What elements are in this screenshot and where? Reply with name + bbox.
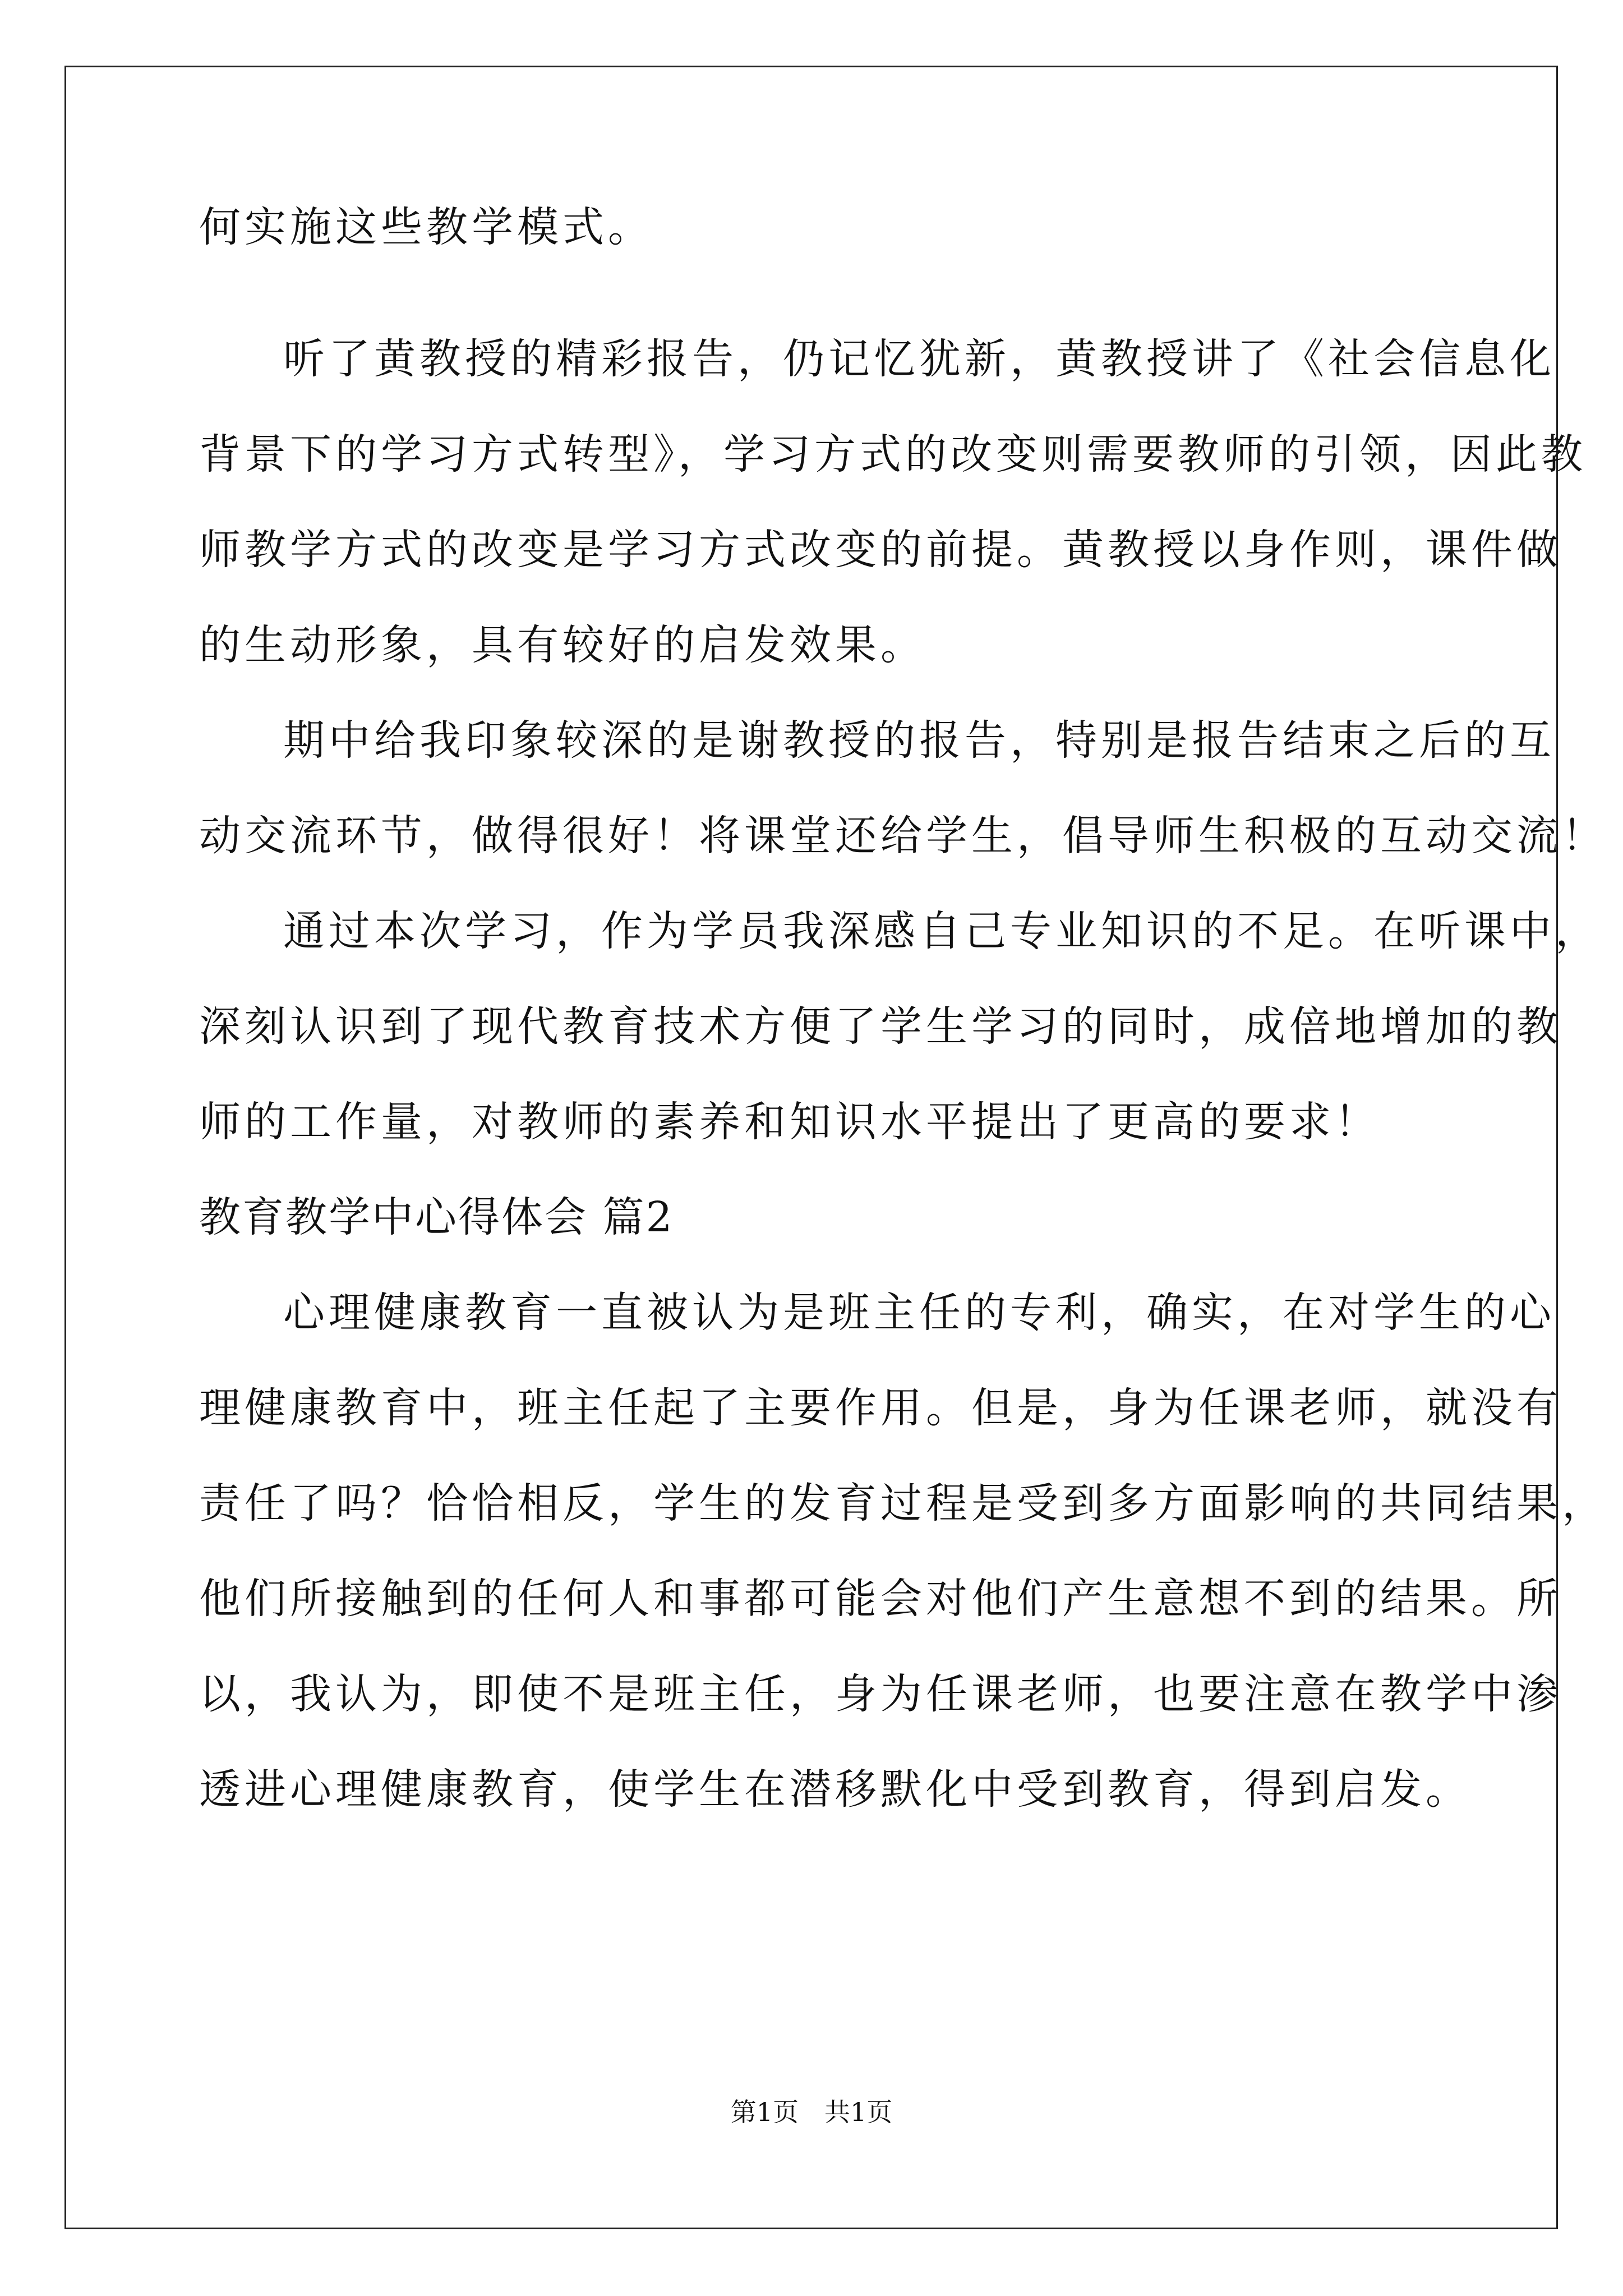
paragraph-line: 深刻认识到了现代教育技术方便了学生学习的同时，成倍地增加的教	[199, 1002, 1562, 1051]
paragraph-line: 责任了吗？恰恰相反，学生的发育过程是受到多方面影响的共同结果，	[199, 1479, 1607, 1527]
section-heading: 教育教学中心得体会 篇2	[199, 1193, 674, 1241]
paragraph-line: 师教学方式的改变是学习方式改变的前提。黄教授以身作则，课件做	[199, 526, 1562, 574]
page-number: 第1页 共1页	[730, 2097, 893, 2127]
paragraph-line: 期中给我印象较深的是谢教授的报告，特别是报告结束之后的互	[283, 716, 1555, 765]
paragraph-line: 动交流环节，做得很好！将课堂还给学生，倡导师生积极的互动交流！	[199, 812, 1607, 860]
paragraph-line: 听了黄教授的精彩报告，仍记忆犹新，黄教授讲了《社会信息化	[283, 335, 1555, 383]
paragraph-line: 心理健康教育一直被认为是班主任的专利，确实，在对学生的心	[283, 1289, 1555, 1337]
paragraph-line: 的生动形象，具有较好的启发效果。	[199, 621, 926, 669]
paragraph-line: 以，我认为，即使不是班主任，身为任课老师，也要注意在教学中渗	[199, 1670, 1562, 1718]
paragraph-line: 他们所接触到的任何人和事都可能会对他们产生意想不到的结果。所	[199, 1575, 1562, 1623]
paragraph-line: 通过本次学习，作为学员我深感自己专业知识的不足。在听课中，	[283, 907, 1601, 955]
paragraph-line: 透进心理健康教育，使学生在潜移默化中受到教育，得到启发。	[199, 1765, 1471, 1814]
paragraph-line: 理健康教育中，班主任起了主要作用。但是，身为任课老师，就没有	[199, 1384, 1562, 1432]
paragraph-line: 何实施这些教学模式。	[199, 203, 653, 251]
paragraph-line: 背景下的学习方式转型》，学习方式的改变则需要教师的引领，因此教	[199, 430, 1587, 478]
paragraph-line: 师的工作量，对教师的素养和知识水平提出了更高的要求！	[199, 1098, 1380, 1146]
